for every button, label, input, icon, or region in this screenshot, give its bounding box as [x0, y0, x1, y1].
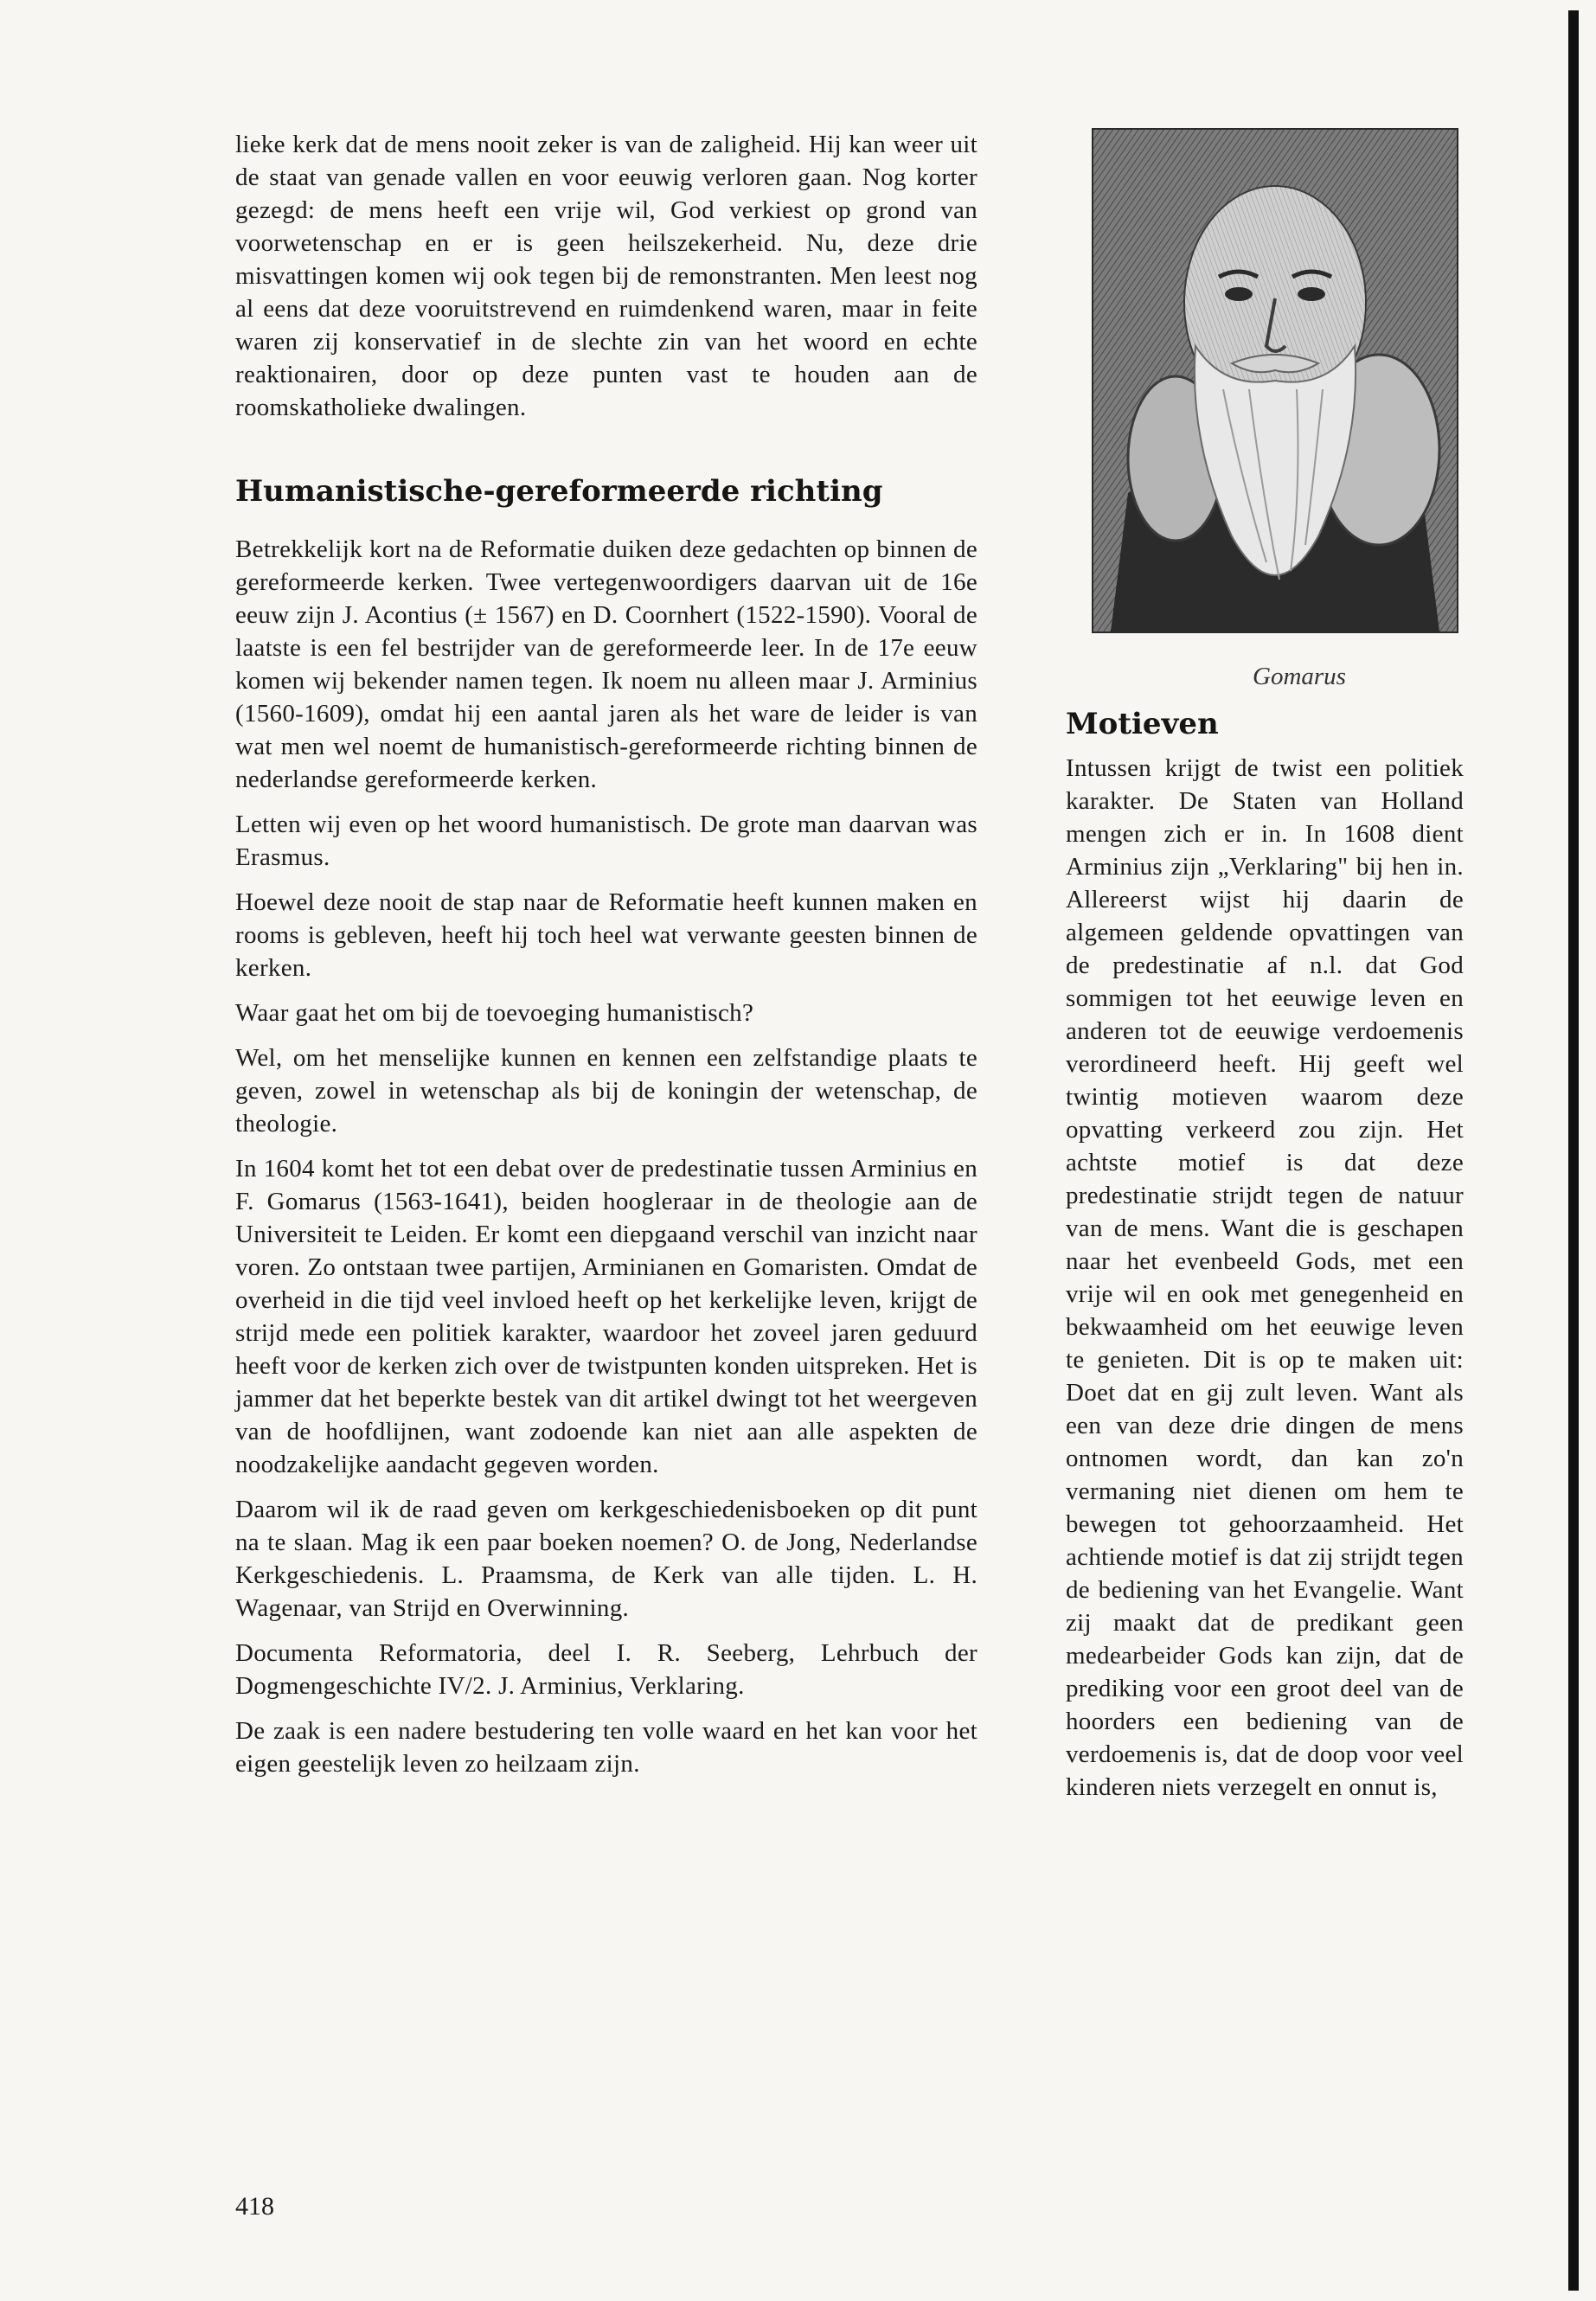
paragraph: lieke kerk dat de mens nooit zeker is van de zaligheid. Hij kan weer uit de staat van genade vallen en voor eeuwig verloren gaan. Nog korter gezegd: de mens heeft een vrije wil, God verkiest op grond van voorwetenschap en er is geen heilszekerheid. Nu, deze drie misvattingen komen wij ook tegen bij de remonstranten. Men leest nog al eens dat deze vooruitstrevend en ruimdenkend waren, maar in feite waren zij konservatief in de slechte zin van het woord en echte reaktionairen, door op deze punten vast te houden aan de roomskatholieke dwalingen. [235, 131, 977, 421]
paragraph: Betrekkelijk kort na de Reformatie duiken deze gedachten op binnen de gereformeerde kerken. Twee vertegenwoordigers daarvan uit de 16e eeuw zijn J. Acontius (± 1567) en D. Coornhert (1522-1590). Vooral de laatste is een fel bestrijder van de gereformeerde leer. In de 17e eeuw komen wij bekender namen tegen. Ik noem nu alleen maar J. Arminius (1560-1609), omdat hij een aantal jaren als het ware de leider is van wat men wel noemt de humanistisch-gereformeerde richting binnen de nederlandse gereformeerde kerken. [235, 535, 977, 793]
paragraph: Waar gaat het om bij de toevoeging humanistisch? [235, 999, 754, 1027]
right-column [1066, 128, 1464, 1804]
page-number: 418 [235, 2192, 274, 2221]
paragraph: Letten wij even op het woord humanistisch. De grote man daarvan was Erasmus. [235, 811, 977, 871]
section-heading-humanistische: Humanistische-gereformeerde richting [235, 474, 883, 509]
left-column [235, 128, 977, 1780]
portrait-gomarus [1092, 128, 1458, 633]
paragraph: Daarom wil ik de raad geven om kerkgeschiedenisboeken op dit punt na te slaan. Mag ik een paar boeken noemen? O. de Jong, Nederlandse Kerkgeschiedenis. L. Praamsma, de Kerk van alle tijden. L. H. Wagenaar, van Strijd en Overwinning. [235, 1496, 977, 1622]
paragraph: De zaak is een nadere bestudering ten volle waard en het kan voor het eigen geestelijk leven zo heilzaam zijn. [235, 1717, 977, 1778]
paragraph: In 1604 komt het tot een debat over de predestinatie tussen Arminius en F. Gomarus (1563-1641), beiden hoogleraar in de theologie aan de Universiteit te Leiden. Er komt een diepgaand verschil van inzicht naar voren. Zo ontstaan twee partijen, Arminianen en Gomaristen. Omdat de overheid in die tijd veel invloed heeft op het kerkelijke leven, krijgt de strijd mede een politiek karakter, waardoor het zoveel jaren geduurd heeft voor de kerken zich over de twistpunten konden uitspreken. Het is jammer dat het beperkte bestek van dit artikel dwingt tot het weergeven van de hoofdlijnen, want zodoende kan niet aan alle aspekten de noodzakelijke aandacht gegeven worden. [235, 1155, 977, 1478]
portrait-caption: Gomarus [1253, 663, 1346, 690]
paragraph: Wel, om het menselijke kunnen en kennen een zelfstandige plaats te geven, zowel in wetenschap als bij de koningin der wetenschap, de theologie. [235, 1044, 977, 1138]
portrait-engraving-icon [1093, 130, 1457, 631]
paragraph: Documenta Reformatoria, deel I. R. Seeberg, Lehrbuch der Dogmengeschichte IV/2. J. Arminius, Verklaring. [235, 1639, 977, 1700]
paragraph: Hoewel deze nooit de stap naar de Reformatie heeft kunnen maken en rooms is gebleven, heeft hij toch heel wat verwante geesten binnen de kerken. [235, 888, 977, 982]
section-heading-motieven: Motieven [1066, 707, 1219, 741]
scan-edge-bar [1568, 10, 1579, 2291]
paragraph: Intussen krijgt de twist een politiek karakter. De Staten van Holland mengen zich er in. In 1608 dient Arminius zijn „Verklaring" bij hen in. Allereerst wijst hij daarin de algemeen geldende opvattingen van de predestinatie af n.l. dat God sommigen tot het eeuwige leven en anderen tot de eeuwige verdoemenis verordineerd heeft. Hij geeft wel twintig motieven waarom deze opvatting verkeerd zou zijn. Het achtste motief is dat deze predestinatie strijdt tegen de natuur van de mens. Want die is geschapen naar het evenbeeld Gods, met een vrije wil en ook met genegenheid en bekwaamheid om het eeuwige leven te genieten. Dit is op te maken uit: Doet dat en gij zult leven. Want als een van deze drie dingen de mens ontnomen wordt, dan kan zo'n vermaning niet dienen om hem te bewegen tot gehoorzaamheid. Het achtiende motief is dat zij strijdt tegen de bediening van het Evangelie. Want zij maakt dat de predikant geen medearbeider Gods kan zijn, dat de prediking voor een groot deel van de hoorders een bediening van de verdoemenis is, dat de doop voor veel kinderen niets verzegelt en onnut is, [1066, 754, 1464, 1801]
